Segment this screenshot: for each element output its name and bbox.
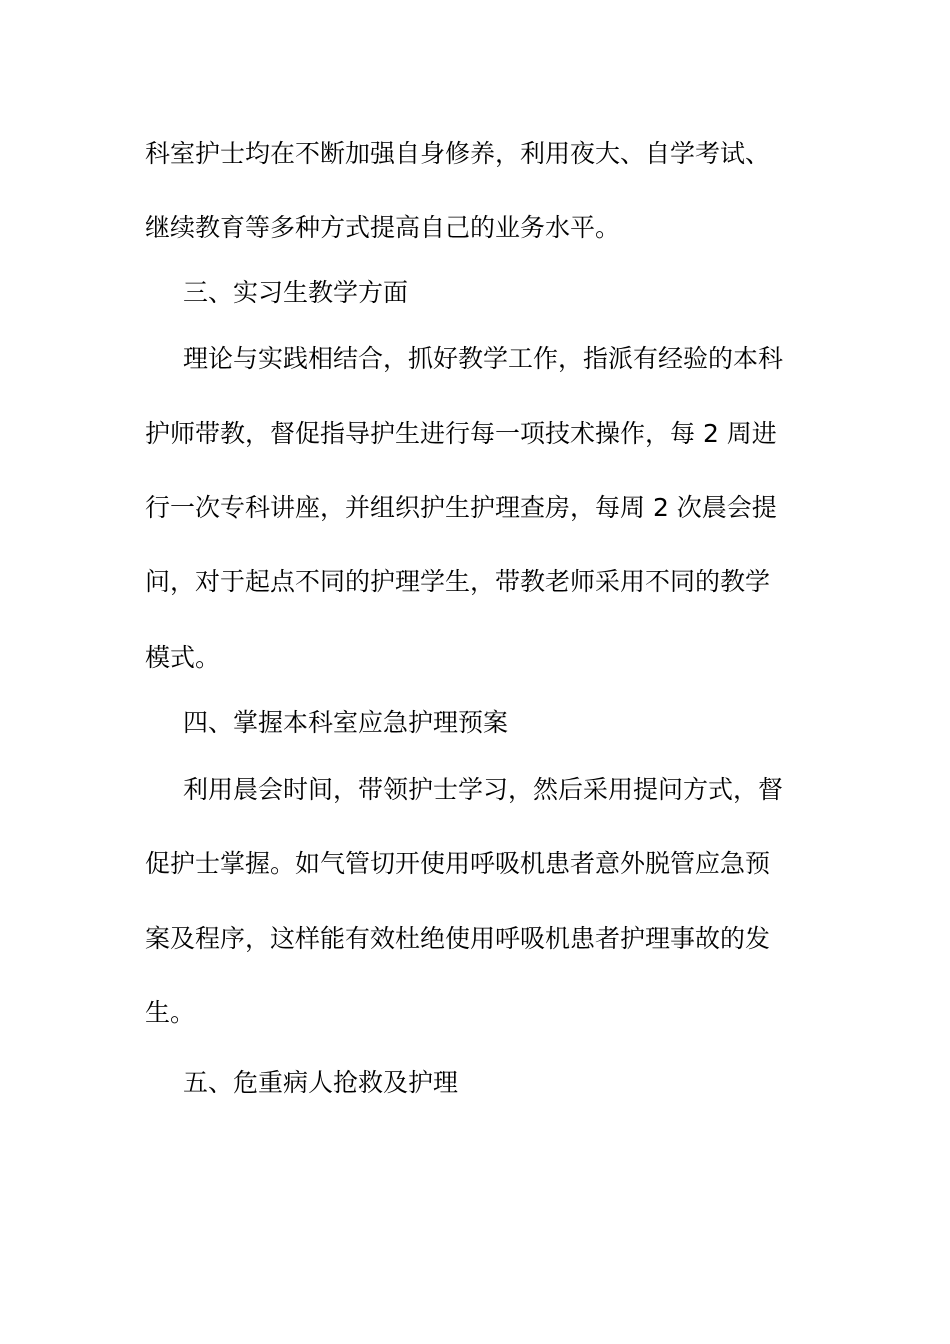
paragraph-first-line: 利用晨会时间，带领护士学习，然后采用提问方式，督 [183, 775, 784, 804]
paragraph-first-line: 理论与实践相结合，抓好教学工作，指派有经验的本科 [183, 344, 784, 373]
section-heading-5: 五、危重病人抢救及护理 [183, 1068, 459, 1097]
paragraph-continuation-line: 继续教育等多种方式提高自己的业务水平。 [145, 213, 621, 242]
paragraph-line: 问，对于起点不同的护理学生，带教老师采用不同的教学 [145, 567, 771, 596]
section-heading-3: 三、实习生教学方面 [183, 278, 409, 307]
paragraph-continuation-line: 科室护士均在不断加强自身修养，利用夜大、自学考试、 [145, 139, 771, 168]
paragraph-line: 模式。 [145, 643, 221, 672]
section-heading-4: 四、掌握本科室应急护理预案 [183, 708, 509, 737]
paragraph-line: 行一次专科讲座，并组织护生护理查房，每周 2 次晨会提 [145, 493, 777, 522]
paragraph-line: 护师带教，督促指导护生进行每一项技术操作，每 2 周进 [145, 419, 777, 448]
paragraph-line: 案及程序，这样能有效杜绝使用呼吸机患者护理事故的发 [145, 924, 771, 953]
paragraph-line: 促护士掌握。如气管切开使用呼吸机患者意外脱管应急预 [145, 849, 771, 878]
paragraph-line: 生。 [145, 998, 196, 1027]
